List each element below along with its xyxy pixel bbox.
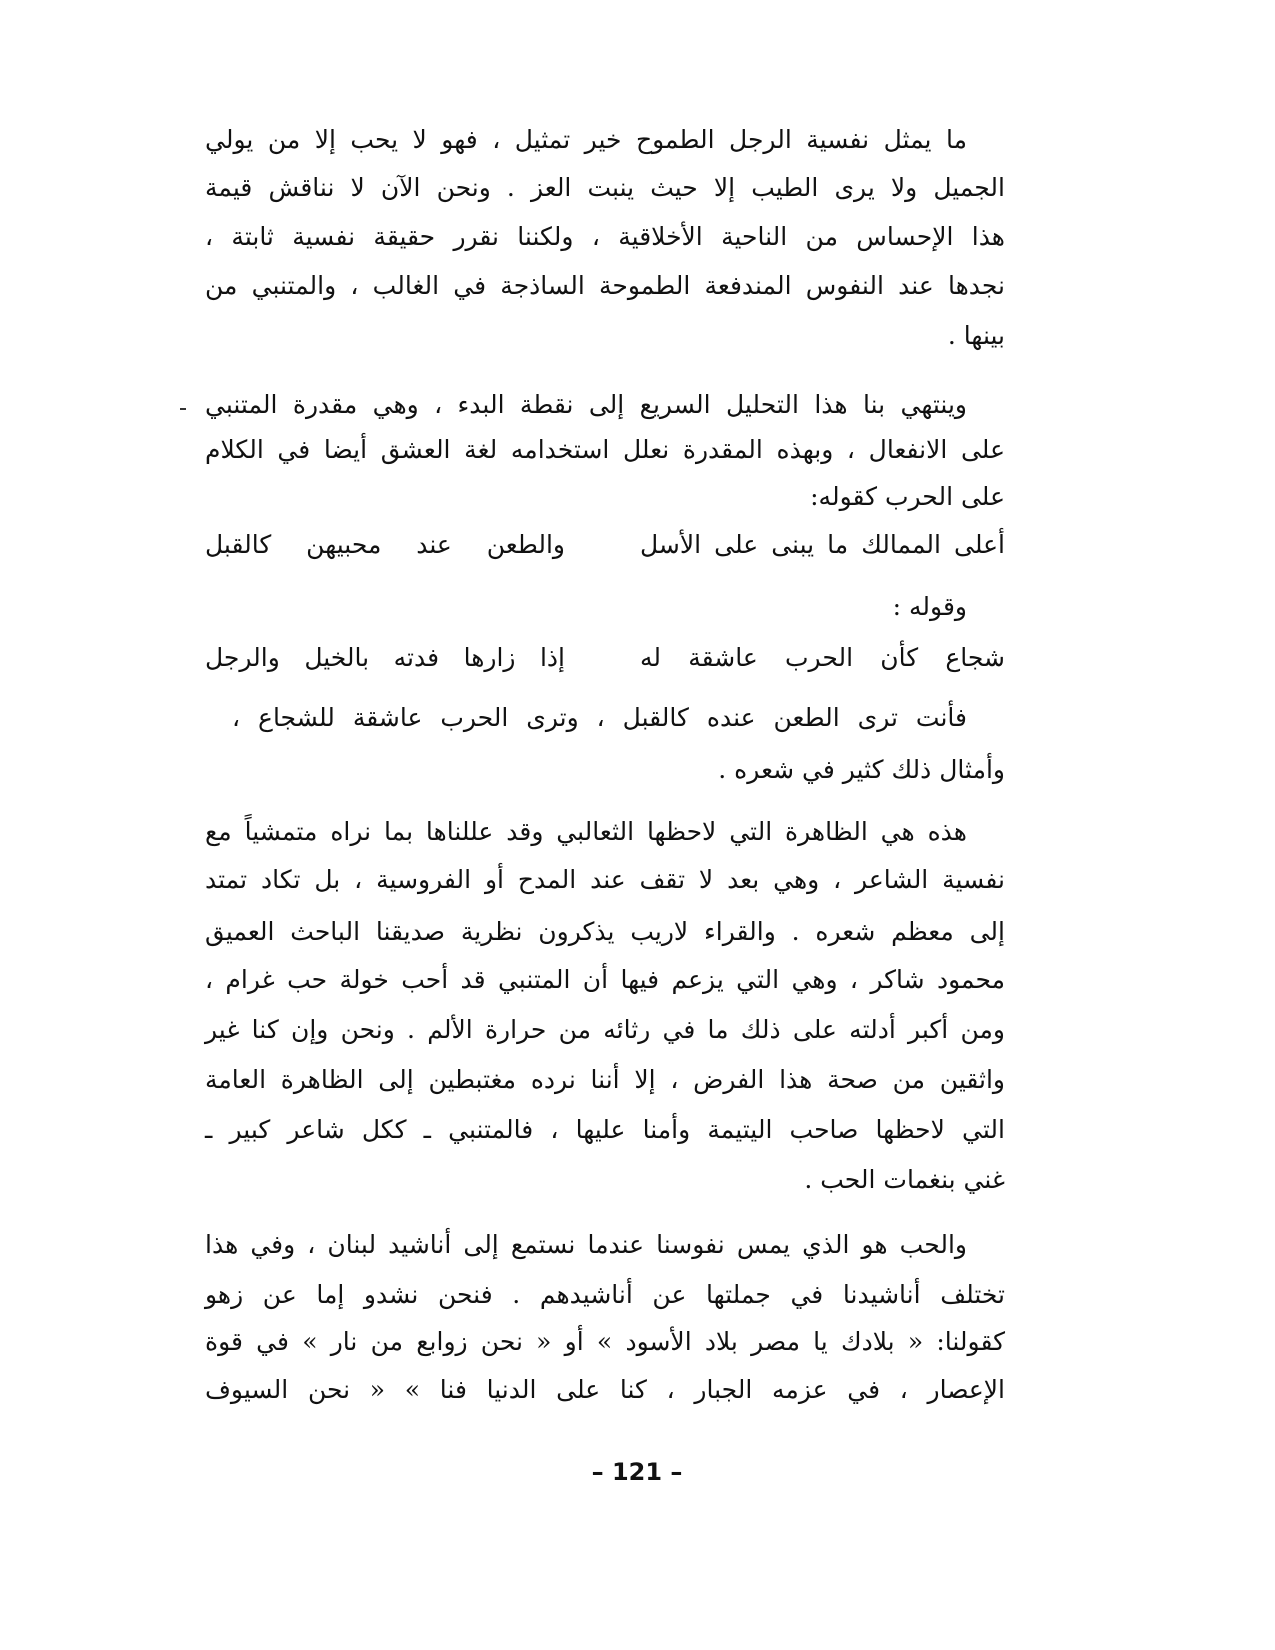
text-line: ومن أكبر أدلته على ذلك ما في رثائه من حرارة الألم . ونحن وإن كنا غير xyxy=(205,1015,1005,1044)
text-line: التي لاحظها صاحب اليتيمة وأمنا عليها ، فالمتنبي ـ ككل شاعر كبير ـ xyxy=(205,1115,1005,1144)
text-line: الجميل ولا يرى الطيب إلا حيث ينبت العز . ونحن الآن لا نناقش قيمة xyxy=(205,173,1005,202)
text-line: على الانفعال ، وبهذه المقدرة نعلل استخدامه لغة العشق أيضا في الكلام xyxy=(205,435,1005,464)
text-line: كقولنا: « بلادك يا مصر بلاد الأسود » أو « نحن زوابع من نار » في قوة xyxy=(205,1327,1005,1356)
text-line: تختلف أناشيدنا في جملتها عن أناشيدهم . فنحن نشدو إما عن زهو xyxy=(205,1280,1005,1309)
text-line: وينتهي بنا هذا التحليل السريع إلى نقطة البدء ، وهي مقدرة المتنبي xyxy=(205,390,967,419)
text-line: واثقين من صحة هذا الفرض ، إلا أننا نرده مغتبطين إلى الظاهرة العامة xyxy=(205,1065,1005,1094)
text-line: هذه هي الظاهرة التي لاحظها الثعالبي وقد عللناها بما نراه متمشياً مع xyxy=(205,817,967,846)
verse-1-second-hemistich: والطعن عند محبيهن كالقبل xyxy=(205,530,565,559)
verse-2-second-hemistich: إذا زارها فدته بالخيل والرجل xyxy=(205,643,565,672)
text-line: على الحرب كقوله: xyxy=(810,482,1005,511)
text-line: بينها . xyxy=(947,321,1005,350)
text-line: ما يمثل نفسية الرجل الطموح خير تمثيل ، فهو لا يحب إلا من يولي xyxy=(205,125,967,154)
text-line: وأمثال ذلك كثير في شعره . xyxy=(718,755,1005,784)
text-line: نفسية الشاعر ، وهي بعد لا تقف عند المدح أو الفروسية ، بل تكاد تمتد xyxy=(205,865,1005,894)
text-line: إلى معظم شعره . والقراء لاريب يذكرون نظرية صديقنا الباحث العميق xyxy=(205,917,1005,946)
text-line: هذا الإحساس من الناحية الأخلاقية ، ولكننا نقرر حقيقة نفسية ثابتة ، xyxy=(205,222,1005,251)
text-line: غني بنغمات الحب . xyxy=(804,1165,1005,1194)
text-line: فأنت ترى الطعن عنده كالقبل ، وترى الحرب عاشقة للشجاع ، xyxy=(232,703,967,732)
page-number: – 121 – xyxy=(591,1458,683,1486)
text-line: وقوله : xyxy=(892,592,967,621)
text-line: والحب هو الذي يمس نفوسنا عندما نستمع إلى أناشيد لبنان ، وفي هذا xyxy=(205,1230,967,1259)
text-line: الإعصار ، في عزمه الجبار ، كنا على الدنيا فنا » « نحن السيوف xyxy=(205,1375,1005,1404)
text-line: نجدها عند النفوس المندفعة الطموحة الساذجة في الغالب ، والمتنبي من xyxy=(205,271,1005,300)
scan-mark xyxy=(180,408,186,410)
verse-1-first-hemistich: أعلى الممالك ما يبنى على الأسل xyxy=(640,530,1005,559)
text-line: محمود شاكر ، وهي التي يزعم فيها أن المتنبي قد أحب خولة حب غرام ، xyxy=(205,965,1005,994)
verse-2-first-hemistich: شجاع كأن الحرب عاشقة له xyxy=(640,643,1005,672)
